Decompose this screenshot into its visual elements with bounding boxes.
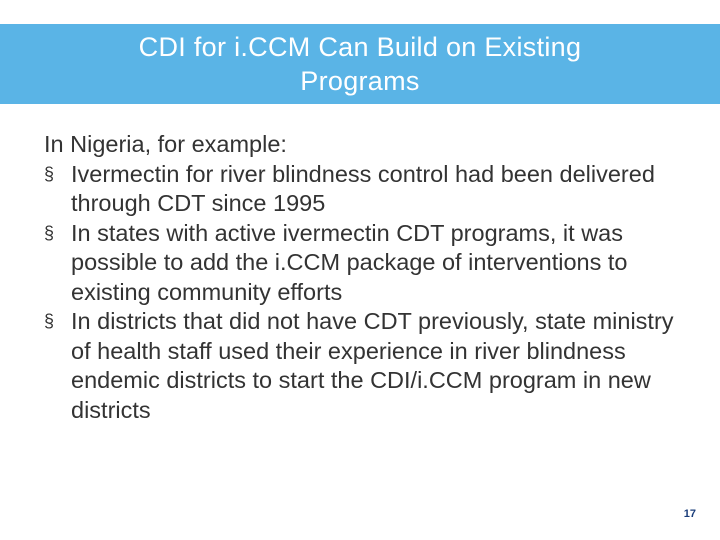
bullet-item [44, 160, 694, 219]
bullet-text: In states with active ivermectin CDT programs, it was possible to add the i.CCM package of interventions to existing community efforts [71, 219, 628, 305]
bullet-marker-icon: § [44, 163, 55, 184]
bullet-text: Ivermectin for river blindness control had been delivered through CDT since 1995 [71, 160, 655, 216]
slide-content [44, 130, 694, 425]
bullet-item [44, 307, 694, 425]
bullet-marker-icon: § [44, 222, 55, 243]
slide-title: CDI for i.CCM Can Build on Existing Programs [138, 32, 582, 96]
bullet-list [44, 160, 694, 426]
bullet-marker-icon: § [44, 311, 55, 331]
bullet-item [44, 219, 694, 308]
intro-text: In Nigeria, for example: [44, 131, 287, 157]
title-bar [0, 24, 720, 104]
page-number: 17 [683, 508, 696, 520]
bullet-text: In districts that did not have CDT previously, state ministry of health staff used their experience in river blindness endemic districts to start the CDI/i.CCM program in new districts [71, 308, 674, 423]
